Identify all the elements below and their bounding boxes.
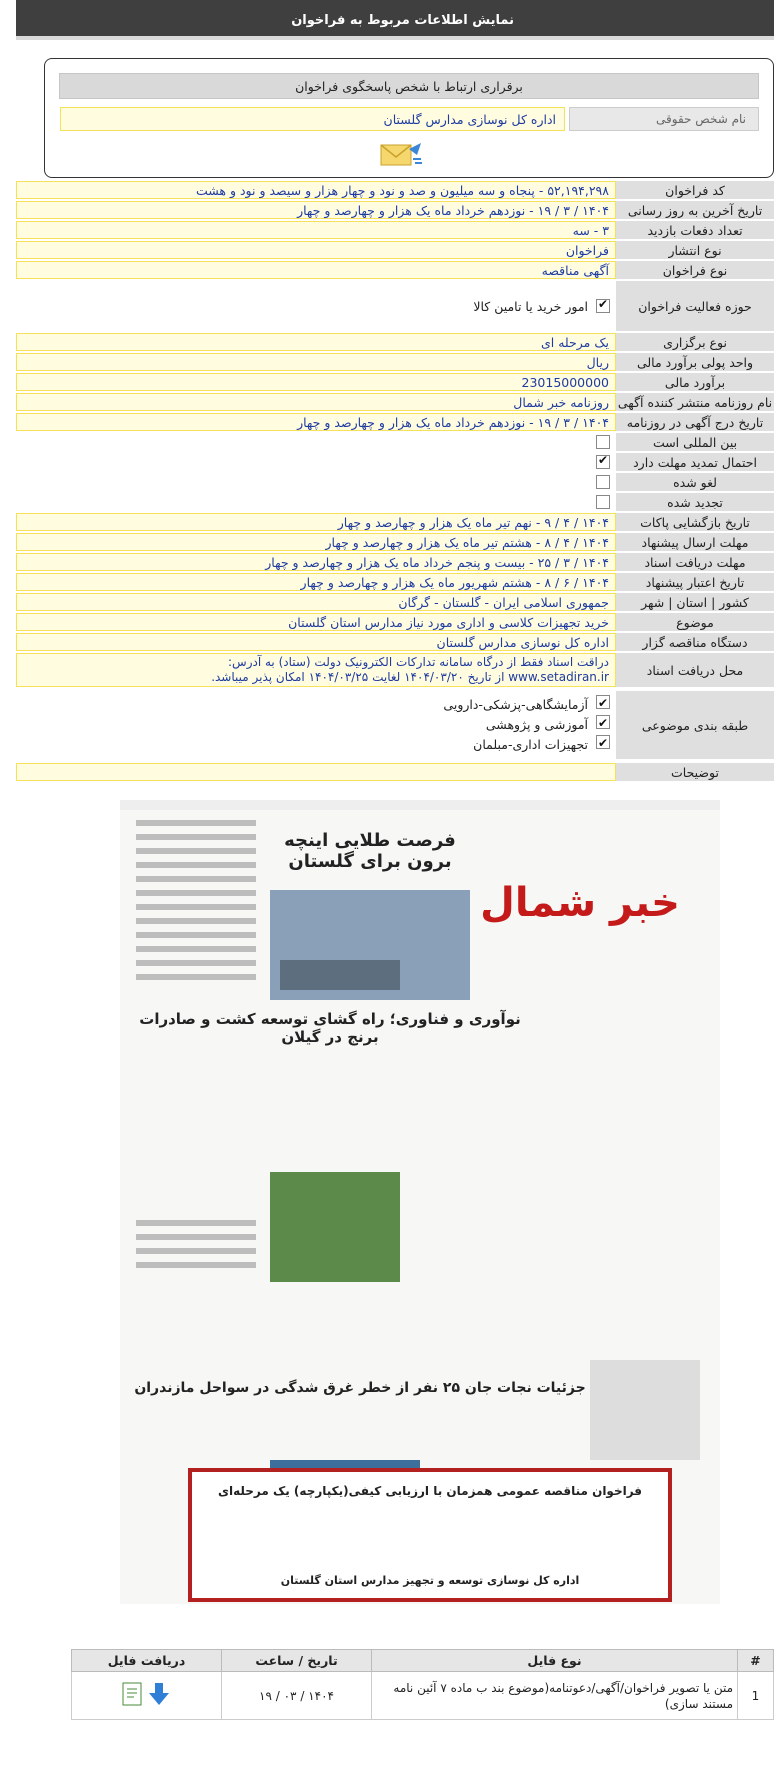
code-label: کد فراخوان [616, 181, 774, 199]
doc-place-line1: دراقت اسناد فقط از درگاه سامانه تدارکات الکترونیک دولت (ستاد) به آدرس: [228, 655, 609, 669]
estimate-value: 23015000000 [16, 373, 616, 391]
submit-value: ۱۴۰۴ / ۴ / ۸ - هشتم تیر ماه یک هزار و چهارصد و چهار [16, 533, 616, 551]
subject-label: موضوع [616, 613, 774, 631]
publish-type-label: نوع انتشار [616, 241, 774, 259]
legal-name-label: نام شخص حقوقی [569, 107, 759, 131]
files-table [71, 1649, 774, 1720]
details-form [16, 181, 774, 783]
newspaper-ad-footer: اداره کل نوسازی توسعه و تجهیز مدارس استان گلستان [280, 1574, 580, 1587]
intl-label: بین المللی است [616, 433, 774, 451]
call-type-value: آگهی مناقصه [16, 261, 616, 279]
holding-value: یک مرحله ای [16, 333, 616, 351]
row-file-type: متن یا تصویر فراخوان/آگهی/دعوتنامه(موضوع بند ب ماده ۷ آئین نامه مستند سازی) [372, 1672, 738, 1720]
visits-value: ۳ - سه [16, 221, 616, 239]
last-update-value: ۱۴۰۴ / ۳ / ۱۹ - نوزدهم خرداد ماه یک هزار و چهارصد و چهار [16, 201, 616, 219]
extend-label: احتمال تمدید مهلت دارد [616, 453, 774, 471]
page-title: نمایش اطلاعات مربوط به فراخوان [291, 13, 514, 28]
download-icon[interactable] [119, 1679, 175, 1709]
row-index: 1 [738, 1672, 774, 1720]
col-file-type: نوع فایل [372, 1650, 738, 1672]
currency-label: واحد پولی برآورد مالی [616, 353, 774, 371]
location-label: کشور | استان | شهر [616, 593, 774, 611]
estimate-label: برآورد مالی [616, 373, 774, 391]
activity-value: امور خرید یا تامین کالا [473, 298, 588, 314]
location-value: جمهوری اسلامی ایران - گلستان - گرگان [16, 593, 616, 611]
submit-label: مهلت ارسال پیشنهاد [616, 533, 774, 551]
activity-checkbox [596, 299, 610, 313]
currency-value: ریال [16, 353, 616, 371]
renew-label: تجدید شده [616, 493, 774, 511]
last-update-label: تاریخ آخرین به روز رسانی [616, 201, 774, 219]
org-value: اداره کل نوسازی مدارس گلستان [16, 633, 616, 651]
newspaper-masthead: خبر شمال [480, 880, 680, 926]
category-item: ✔تجهیزات اداری-مبلمان [473, 735, 610, 755]
category-label: طبقه بندی موضوعی [616, 691, 774, 759]
contact-title: برقراری ارتباط با شخص پاسخگوی فراخوان [59, 73, 759, 99]
receive-value: ۱۴۰۴ / ۳ / ۲۵ - بیست و پنجم خرداد ماه یک هزار و چهارصد و چهار [16, 553, 616, 571]
open-value: ۱۴۰۴ / ۴ / ۹ - نهم تیر ماه یک هزار و چهارصد و چهار [16, 513, 616, 531]
renew-checkbox [596, 495, 610, 509]
row-datetime: ۱۴۰۴ / ۰۳ / ۱۹ [222, 1672, 372, 1720]
publish-type-value: فراخوان [16, 241, 616, 259]
table-row [72, 1672, 774, 1720]
receive-label: مهلت دریافت اسناد [616, 553, 774, 571]
newspaper-label: نام روزنامه منتشر کننده آگهی [617, 394, 773, 410]
newspaper-headline-1: فرصت طلایی اینچه برون برای گلستان [284, 830, 456, 872]
newspaper-ad-title: فراخوان مناقصه عمومی همزمان با ارزیابی کیفی(یکپارچه) یک مرحله‌ای [217, 1484, 643, 1498]
ad-date-label: تاریخ درج آگهی در روزنامه [616, 413, 774, 431]
cancel-checkbox [596, 475, 610, 489]
activity-field [16, 281, 616, 331]
doc-place-line2: www.setadiran.ir از تاریخ ۱۴۰۴/۰۳/۲۰ لغایت ۱۴۰۴/۰۳/۲۵ امکان پذیر میباشد. [211, 670, 609, 684]
activity-label: حوزه فعالیت فراخوان [616, 281, 774, 331]
newspaper-headline-2: نوآوری و فناوری؛ راه گشای توسعه کشت و صادرات برنج در گیلان [139, 1010, 521, 1046]
validity-label: تاریخ اعتبار پیشنهاد [616, 573, 774, 591]
col-download: دریافت فایل [72, 1650, 222, 1672]
code-value: ۵۲,۱۹۴,۲۹۸ - پنجاه و سه میلیون و صد و نود و چهار هزار و سیصد و نود و هشت [16, 181, 616, 199]
col-index: # [738, 1650, 774, 1672]
doc-place-value [16, 653, 616, 687]
cancel-label: لغو شده [616, 473, 774, 491]
call-type-label: نوع فراخوان [616, 261, 774, 279]
page-header [16, 0, 774, 40]
newspaper-value: روزنامه خبر شمال [16, 393, 616, 411]
holding-label: نوع برگزاری [616, 333, 774, 351]
category-item: ✔آموزشی و پژوهشی [486, 715, 610, 735]
category-item: ✔آزمایشگاهی-پزشکی-دارویی [443, 695, 610, 715]
category-list [16, 691, 616, 759]
visits-label: تعداد دفعات بازدید [616, 221, 774, 239]
legal-name-value: اداره کل نوسازی مدارس گلستان [60, 107, 565, 131]
extend-checkbox [596, 455, 610, 469]
validity-value: ۱۴۰۴ / ۶ / ۸ - هشتم شهریور ماه یک هزار و چهارصد و چهار [16, 573, 616, 591]
subject-value: خرید تجهیزات کلاسی و اداری مورد نیاز مدارس استان گلستان [16, 613, 616, 631]
newspaper-headline-3: جزئیات نجات جان ۲۵ نفر از خطر غرق شدگی در سواحل مازندران [134, 1380, 586, 1396]
org-label: دستگاه مناقصه گزار [616, 633, 774, 651]
newspaper-image [120, 800, 720, 1604]
envelope-icon[interactable] [379, 139, 423, 169]
intl-checkbox [596, 435, 610, 449]
ad-date-value: ۱۴۰۴ / ۳ / ۱۹ - نوزدهم خرداد ماه یک هزار و چهارصد و چهار [16, 413, 616, 431]
open-label: تاریخ بازگشایی پاکات [616, 513, 774, 531]
contact-card [44, 58, 774, 178]
notes-value [16, 763, 616, 781]
doc-place-label: محل دریافت اسناد [616, 653, 774, 687]
notes-label: توضیحات [616, 763, 774, 781]
col-datetime: تاریخ / ساعت [222, 1650, 372, 1672]
